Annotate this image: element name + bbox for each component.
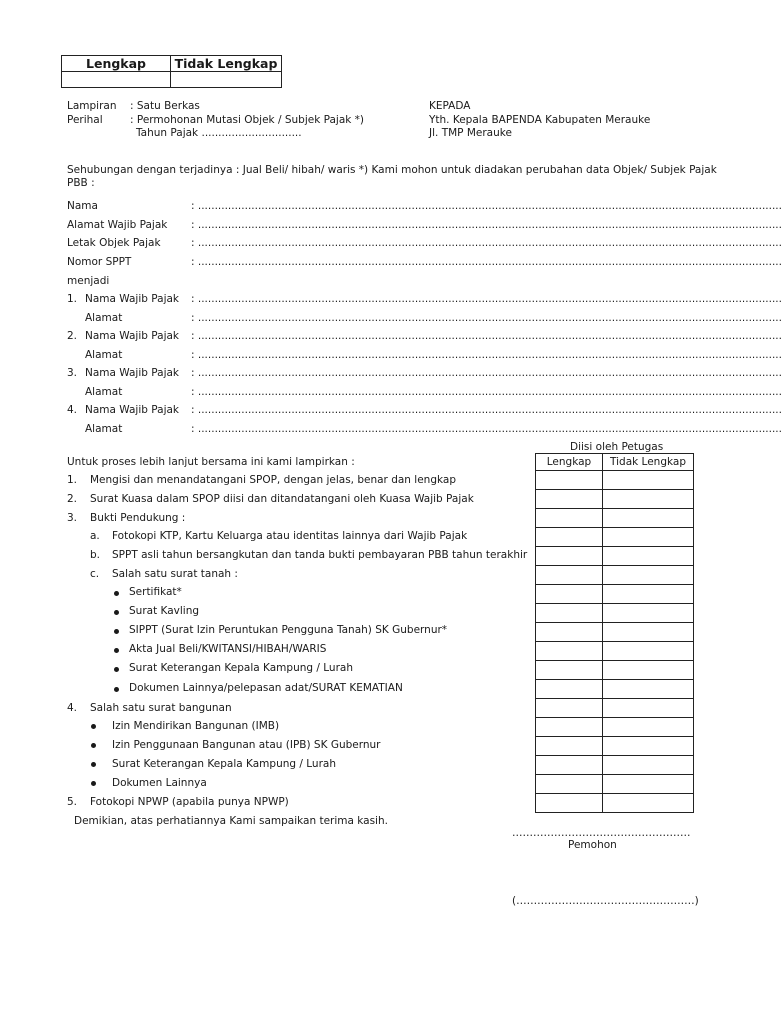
bullet-icon <box>91 724 96 729</box>
check-cell[interactable] <box>603 585 694 604</box>
new-entry-4-nama-line[interactable]: : ............................................................................................................................................................................... <box>191 404 782 416</box>
check-cell[interactable] <box>536 661 603 680</box>
new-entry-3-num: 3. <box>67 367 78 379</box>
status-tidak-lengkap-cell[interactable] <box>171 72 282 88</box>
petugas-checklist-table <box>535 453 694 813</box>
signature-place-date[interactable]: …………………………………………… <box>512 827 691 839</box>
check-cell[interactable] <box>536 509 603 528</box>
tahun-pajak: Tahun Pajak .............................. <box>136 127 302 139</box>
new-entry-4-nama-label: Nama Wajib Pajak <box>85 404 179 416</box>
bullet-icon <box>91 762 96 767</box>
bullet-icon <box>114 648 119 653</box>
intro-text-line1: Sehubungan dengan terjadinya : Jual Beli/ hibah/ waris *) Kami mohon untuk diadakan perubahan data Objek/ Subjek Pajak <box>67 164 717 176</box>
check-cell[interactable] <box>603 604 694 623</box>
item-3b-text: SPPT asli tahun bersangkutan dan tanda bukti pembayaran PBB tahun terakhir <box>112 549 528 561</box>
recipient-title: Yth. Kepala BAPENDA Kabupaten Merauke <box>429 114 651 126</box>
check-cell[interactable] <box>536 737 603 756</box>
check-cell[interactable] <box>536 566 603 585</box>
check-cell[interactable] <box>603 566 694 585</box>
check-cell[interactable] <box>536 756 603 775</box>
check-cell[interactable] <box>603 509 694 528</box>
new-entry-2-alamat-line[interactable]: : ............................................................................................................................................................................... <box>191 349 782 361</box>
new-entry-3-alamat-label: Alamat <box>85 386 123 398</box>
perihal-label: Perihal <box>67 114 103 126</box>
check-cell[interactable] <box>536 471 603 490</box>
petugas-title: Diisi oleh Petugas <box>570 441 664 453</box>
bullet-icon <box>91 743 96 748</box>
check-cell[interactable] <box>536 775 603 794</box>
bangunan-bullet-2: Izin Penggunaan Bangunan atau (IPB) SK Gubernur <box>112 739 381 751</box>
closing-text: Demikian, atas perhatiannya Kami sampaikan terima kasih. <box>74 815 388 827</box>
item-1-text: Mengisi dan menandatangani SPOP, dengan jelas, benar dan lengkap <box>90 474 456 486</box>
new-entry-4-num: 4. <box>67 404 78 416</box>
new-entry-1-num: 1. <box>67 293 78 305</box>
check-cell[interactable] <box>536 623 603 642</box>
menjadi-label: menjadi <box>67 275 110 287</box>
new-entry-1-nama-line[interactable]: : ............................................................................................................................................................................... <box>191 293 782 305</box>
item-5-num: 5. <box>67 796 78 808</box>
lampiran-label: Lampiran <box>67 100 117 112</box>
new-entry-3-nama-line[interactable]: : ............................................................................................................................................................................... <box>191 367 782 379</box>
item-3-text: Bukti Pendukung : <box>90 512 186 524</box>
recipient-address: Jl. TMP Merauke <box>429 127 512 139</box>
check-cell[interactable] <box>536 585 603 604</box>
check-cell[interactable] <box>536 680 603 699</box>
tanah-bullet-5: Surat Keterangan Kepala Kampung / Lurah <box>129 662 353 674</box>
check-cell[interactable] <box>536 547 603 566</box>
item-3c-text: Salah satu surat tanah : <box>112 568 238 580</box>
check-cell[interactable] <box>536 604 603 623</box>
tanah-bullet-4: Akta Jual Beli/KWITANSI/HIBAH/WARIS <box>129 643 327 655</box>
tanah-bullet-2: Surat Kavling <box>129 605 200 617</box>
bangunan-bullet-4: Dokumen Lainnya <box>112 777 207 789</box>
signature-pemohon-label: Pemohon <box>568 839 617 851</box>
new-entry-2-num: 2. <box>67 330 78 342</box>
check-cell[interactable] <box>603 623 694 642</box>
field-label-nomor-sppt: Nomor SPPT <box>67 256 132 268</box>
check-cell[interactable] <box>603 737 694 756</box>
check-cell[interactable] <box>536 699 603 718</box>
field-label-alamat-wp: Alamat Wajib Pajak <box>67 219 168 231</box>
item-3b-num: b. <box>90 549 101 561</box>
item-2-num: 2. <box>67 493 78 505</box>
item-3a-num: a. <box>90 530 100 542</box>
item-3-num: 3. <box>67 512 78 524</box>
check-cell[interactable] <box>603 775 694 794</box>
item-3a-text: Fotokopi KTP, Kartu Keluarga atau identitas lainnya dari Wajib Pajak <box>112 530 468 542</box>
check-cell[interactable] <box>603 528 694 547</box>
kepada-label: KEPADA <box>429 100 471 112</box>
check-cell[interactable] <box>536 528 603 547</box>
bullet-icon <box>91 781 96 786</box>
lampiran-intro: Untuk proses lebih lanjut bersama ini kami lampirkan : <box>67 456 355 468</box>
bullet-icon <box>114 591 119 596</box>
new-entry-4-alamat-label: Alamat <box>85 423 123 435</box>
check-cell[interactable] <box>536 718 603 737</box>
new-entry-4-alamat-line[interactable]: : ............................................................................................................................................................................... <box>191 423 782 435</box>
item-5-text: Fotokopi NPWP (apabila punya NPWP) <box>90 796 289 808</box>
bangunan-bullet-3: Surat Keterangan Kepala Kampung / Lurah <box>112 758 336 770</box>
status-lengkap-cell[interactable] <box>62 72 171 88</box>
field-letak-objek-line[interactable]: : ............................................................................................................................................................................... <box>191 237 782 249</box>
check-cell[interactable] <box>603 794 694 813</box>
check-cell[interactable] <box>603 661 694 680</box>
new-entry-2-alamat-label: Alamat <box>85 349 123 361</box>
signature-name[interactable]: (……………………………………………) <box>512 895 699 907</box>
tanah-bullet-6: Dokumen Lainnya/pelepasan adat/SURAT KEMATIAN <box>129 682 403 694</box>
perihal-value: : Permohonan Mutasi Objek / Subjek Pajak *) <box>130 114 365 126</box>
item-2-text: Surat Kuasa dalam SPOP diisi dan ditandatangani oleh Kuasa Wajib Pajak <box>90 493 474 505</box>
new-entry-1-alamat-label: Alamat <box>85 312 123 324</box>
status-tidak-lengkap-header: Tidak Lengkap <box>171 56 282 72</box>
check-cell[interactable] <box>536 794 603 813</box>
field-nama-line[interactable]: : ............................................................................................................................................................................... <box>191 200 782 212</box>
bangunan-bullet-1: Izin Mendirikan Bangunan (IMB) <box>112 720 280 732</box>
new-entry-3-alamat-line[interactable]: : ............................................................................................................................................................................... <box>191 386 782 398</box>
new-entry-1-nama-label: Nama Wajib Pajak <box>85 293 179 305</box>
new-entry-2-nama-label: Nama Wajib Pajak <box>85 330 179 342</box>
check-cell[interactable] <box>603 471 694 490</box>
status-lengkap-header: Lengkap <box>62 56 171 72</box>
intro-text-line2: PBB : <box>67 177 95 189</box>
item-4-text: Salah satu surat bangunan <box>90 702 232 714</box>
petugas-col-tidak-lengkap: Tidak Lengkap <box>603 454 694 471</box>
item-4-num: 4. <box>67 702 78 714</box>
bullet-icon <box>114 667 119 672</box>
field-label-nama: Nama <box>67 200 98 212</box>
check-cell[interactable] <box>603 642 694 661</box>
status-checkbox-table <box>61 55 282 88</box>
bullet-icon <box>114 687 119 692</box>
new-entry-1-alamat-line[interactable]: : ............................................................................................................................................................................... <box>191 312 782 324</box>
new-entry-2-nama-line[interactable]: : ............................................................................................................................................................................... <box>191 330 782 342</box>
check-cell[interactable] <box>603 718 694 737</box>
check-cell[interactable] <box>603 680 694 699</box>
item-1-num: 1. <box>67 474 78 486</box>
check-cell[interactable] <box>603 490 694 509</box>
field-label-letak-objek: Letak Objek Pajak <box>67 237 161 249</box>
check-cell[interactable] <box>603 699 694 718</box>
check-cell[interactable] <box>536 642 603 661</box>
field-nomor-sppt-line[interactable]: : ............................................................................................................................................................................... <box>191 256 782 268</box>
field-alamat-wp-line[interactable]: : ............................................................................................................................................................................... <box>191 219 782 231</box>
bullet-icon <box>114 610 119 615</box>
check-cell[interactable] <box>536 490 603 509</box>
check-cell[interactable] <box>603 756 694 775</box>
check-cell[interactable] <box>603 547 694 566</box>
bullet-icon <box>114 629 119 634</box>
petugas-col-lengkap: Lengkap <box>536 454 603 471</box>
tanah-bullet-1: Sertifikat* <box>129 586 182 598</box>
tanah-bullet-3: SIPPT (Surat Izin Peruntukan Pengguna Tanah) SK Gubernur* <box>129 624 448 636</box>
item-3c-num: c. <box>90 568 100 580</box>
lampiran-value: : Satu Berkas <box>130 100 200 112</box>
new-entry-3-nama-label: Nama Wajib Pajak <box>85 367 179 379</box>
